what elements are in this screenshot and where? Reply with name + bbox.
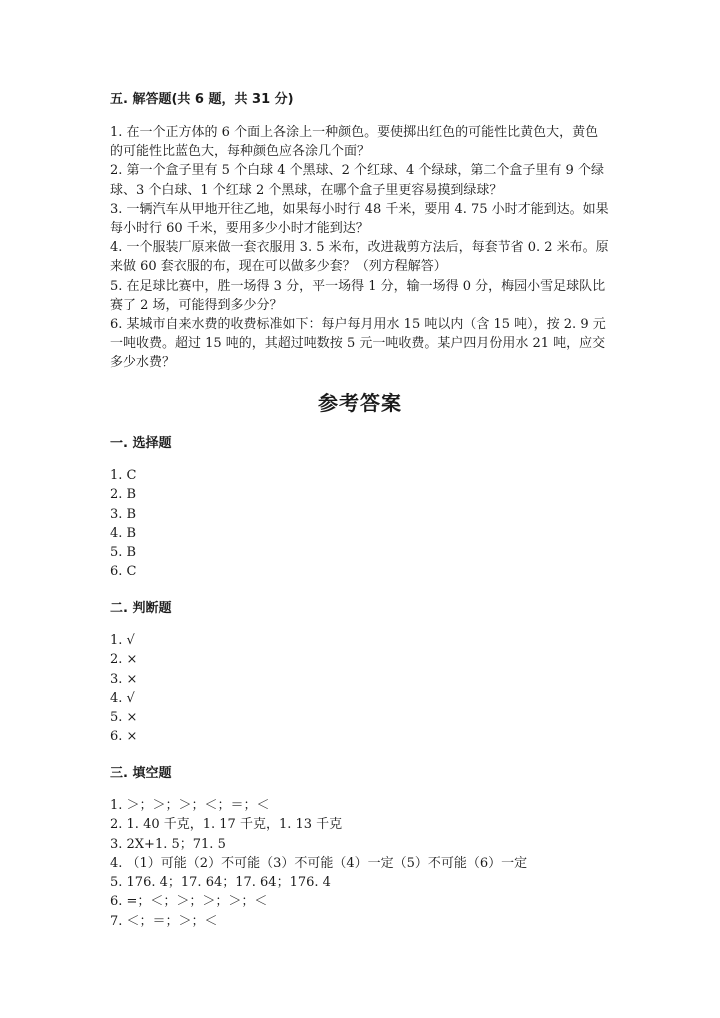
list-item: 6. =；＜；＞；＞；＞；＜ (110, 894, 268, 910)
question-4: 4. 一个服装厂原来做一套衣服用 3. 5 米布，改进裁剪方法后，每套节省 0. 2 米布。原来做 60 套衣服的布，现在可以做多少套？（列方程解答） (110, 240, 609, 275)
list-item: 6. × (110, 729, 138, 745)
answer-section-2-list (110, 631, 610, 747)
list-item: 5. B (110, 545, 137, 561)
list-item: 1. ＞；＞；＞；＜；＝；＜ (110, 798, 270, 813)
answer-section-1-list (110, 466, 610, 582)
list-item: 4. B (110, 525, 137, 541)
question-2: 2. 第一个盒子里有 5 个白球 4 个黑球、2 个红球、4 个绿球，第二个盒子里有 9 个绿球、3 个白球、1 个红球 2 个黑球，在哪个盒子里更容易摸到绿球？ (110, 163, 604, 198)
list-item: 1. C (110, 468, 137, 483)
list-item: 4. √ (110, 690, 135, 706)
list-item: 3. 2X+1. 5；71. 5 (110, 836, 226, 852)
answer-section-3-title: 三. 填空题 (110, 766, 172, 781)
list-item: 5. 176. 4；17. 64；17. 64；176. 4 (110, 875, 331, 891)
question-5: 5. 在足球比赛中，胜一场得 3 分，平一场得 1 分，输一场得 0 分，梅园小雪足球队比赛了 2 场，可能得到多少分？ (110, 278, 606, 313)
list-item: 2. B (110, 487, 137, 503)
list-item: 2. 1. 40 千克，1. 17 千克，1. 13 千克 (110, 817, 343, 833)
list-item: 2. × (110, 652, 138, 668)
list-item: 4. （1）可能（2）不可能（3）不可能（4）一定（5）不可能（6）一定 (110, 855, 528, 871)
list-item: 5. × (110, 710, 138, 726)
list-item: 1. √ (110, 633, 135, 648)
answer-key-heading: 参考答案 (318, 391, 402, 415)
list-item: 3. × (110, 671, 138, 687)
answer-section-2-title: 二. 判断题 (110, 601, 172, 616)
list-item: 6. C (110, 564, 137, 580)
answer-section-3-list (110, 796, 610, 931)
question-6: 6. 某城市自来水费的收费标准如下：每户每月用水 15 吨以内（含 15 吨），按 2. 9 元一吨收费。超过 15 吨的，其超过吨数按 5 元一吨收费。某户四月份用水 21 吨，应交多少水费？ (110, 317, 606, 371)
list-item: 7. ＜；＝；＞；＜ (110, 913, 218, 929)
section-5-questions (110, 123, 610, 373)
question-1: 1. 在一个正方体的 6 个面上各涂上一种颜色。要使掷出红色的可能性比黄色大，黄色的可能性比蓝色大，每种颜色应各涂几个面？ (110, 125, 599, 160)
section-5-title: 五. 解答题(共 6 题，共 31 分) (110, 92, 294, 107)
question-3: 3. 一辆汽车从甲地开往乙地，如果每小时行 48 千米，要用 4. 75 小时才能到达。如果每小时行 60 千米，要用多少小时才能到达？ (110, 201, 609, 237)
list-item: 3. B (110, 506, 137, 522)
answer-section-1-title: 一. 选择题 (110, 436, 172, 451)
